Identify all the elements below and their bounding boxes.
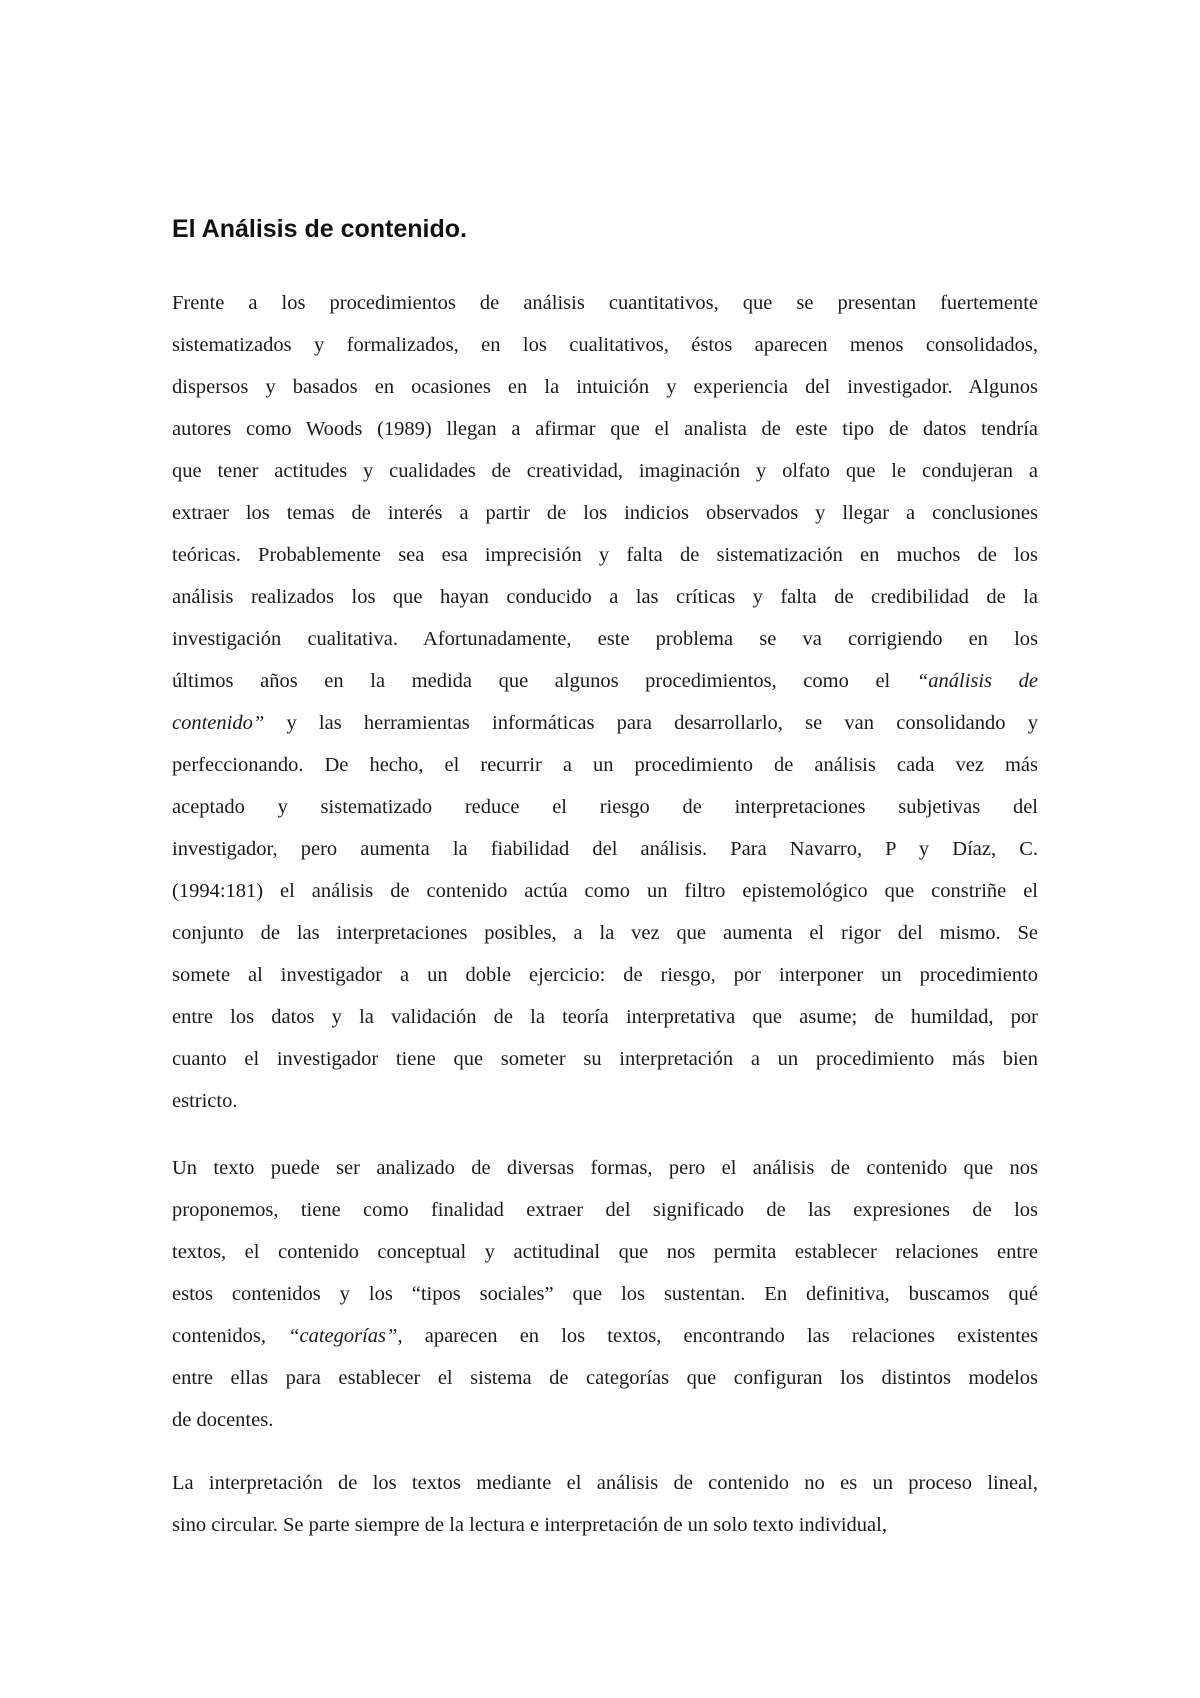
text-line <box>172 1273 1038 1315</box>
italic-text: “categorías”, <box>288 1325 403 1347</box>
text-run: dispersos y basados en ocasiones en la intuición y experiencia del investigador. Algunos <box>172 376 1038 398</box>
text-line <box>172 912 1038 954</box>
text-line <box>172 1231 1038 1273</box>
text-line <box>172 1147 1038 1189</box>
text-run: y las herramientas informáticas para desarrollarlo, se van consolidando y <box>264 712 1038 734</box>
text-line <box>172 450 1038 492</box>
text-run: textos, el contenido conceptual y actitudinal que nos permita establecer relaciones entre <box>172 1241 1038 1263</box>
text-run: (1994:181) el análisis de contenido actúa como un filtro epistemológico que constriñe el <box>172 880 1038 902</box>
text-run: somete al investigador a un doble ejercicio: de riesgo, por interponer un procedimiento <box>172 964 1038 986</box>
text-line <box>172 702 1038 744</box>
paragraph-3 <box>172 1462 1038 1546</box>
text-run: de docentes. <box>172 1409 274 1431</box>
text-line <box>172 1504 1038 1546</box>
text-line <box>172 534 1038 576</box>
text-run: Frente a los procedimientos de análisis cuantitativos, que se presentan fuertemente <box>172 292 1038 314</box>
text-run: aceptado y sistematizado reduce el riesgo de interpretaciones subjetivas del <box>172 796 1038 818</box>
text-run: últimos años en la medida que algunos procedimientos, como el <box>172 670 917 692</box>
text-run: perfeccionando. De hecho, el recurrir a un procedimiento de análisis cada vez más <box>172 754 1038 776</box>
text-line <box>172 576 1038 618</box>
text-line <box>172 1357 1038 1399</box>
text-line <box>172 744 1038 786</box>
text-line <box>172 1462 1038 1504</box>
paragraph-2 <box>172 1147 1038 1441</box>
text-line <box>172 1189 1038 1231</box>
text-run: sino circular. Se parte siempre de la lectura e interpretación de un solo texto individual, <box>172 1514 887 1536</box>
paragraph-1 <box>172 282 1038 1122</box>
text-run: teóricas. Probablemente sea esa imprecisión y falta de sistematización en muchos de los <box>172 544 1038 566</box>
text-line <box>172 408 1038 450</box>
document-title: El Análisis de contenido. <box>172 215 467 243</box>
text-line <box>172 828 1038 870</box>
text-run: investigador, pero aumenta la fiabilidad del análisis. Para Navarro, P y Díaz, C. <box>172 838 1038 860</box>
text-line <box>172 324 1038 366</box>
text-line <box>172 954 1038 996</box>
text-run: aparecen en los textos, encontrando las relaciones existentes <box>402 1325 1038 1347</box>
text-run: sistematizados y formalizados, en los cualitativos, éstos aparecen menos consolidados, <box>172 334 1038 356</box>
text-run: investigación cualitativa. Afortunadamente, este problema se va corrigiendo en los <box>172 628 1038 650</box>
text-run: entre ellas para establecer el sistema de categorías que configuran los distintos modelos <box>172 1367 1038 1389</box>
text-line <box>172 786 1038 828</box>
text-run: análisis realizados los que hayan conducido a las críticas y falta de credibilidad de la <box>172 586 1038 608</box>
text-line <box>172 1038 1038 1080</box>
text-run: estos contenidos y los “tipos sociales” que los sustentan. En definitiva, buscamos qué <box>172 1283 1038 1305</box>
text-line <box>172 1399 1038 1441</box>
text-line <box>172 492 1038 534</box>
text-run: estricto. <box>172 1090 238 1112</box>
text-line <box>172 996 1038 1038</box>
text-run: Un texto puede ser analizado de diversas formas, pero el análisis de contenido que nos <box>172 1157 1038 1179</box>
italic-text: contenido” <box>172 712 265 734</box>
text-run: entre los datos y la validación de la teoría interpretativa que asume; de humildad, por <box>172 1006 1038 1028</box>
text-run: que tener actitudes y cualidades de creatividad, imaginación y olfato que le condujeran a <box>172 460 1038 482</box>
text-line <box>172 282 1038 324</box>
text-line <box>172 366 1038 408</box>
text-run: contenidos, <box>172 1325 289 1347</box>
text-run: La interpretación de los textos mediante el análisis de contenido no es un proceso lineal, <box>172 1472 1038 1494</box>
text-run: cuanto el investigador tiene que someter su interpretación a un procedimiento más bien <box>172 1048 1038 1070</box>
text-line <box>172 618 1038 660</box>
text-run: extraer los temas de interés a partir de los indicios observados y llegar a conclusiones <box>172 502 1038 524</box>
text-run: conjunto de las interpretaciones posibles, a la vez que aumenta el rigor del mismo. Se <box>172 922 1038 944</box>
text-line <box>172 660 1038 702</box>
text-line <box>172 1315 1038 1357</box>
italic-text: “análisis de <box>916 670 1038 692</box>
text-line <box>172 1080 1038 1122</box>
text-run: autores como Woods (1989) llegan a afirmar que el analista de este tipo de datos tendría <box>172 418 1038 440</box>
text-run: proponemos, tiene como finalidad extraer del significado de las expresiones de los <box>172 1199 1038 1221</box>
text-line <box>172 870 1038 912</box>
